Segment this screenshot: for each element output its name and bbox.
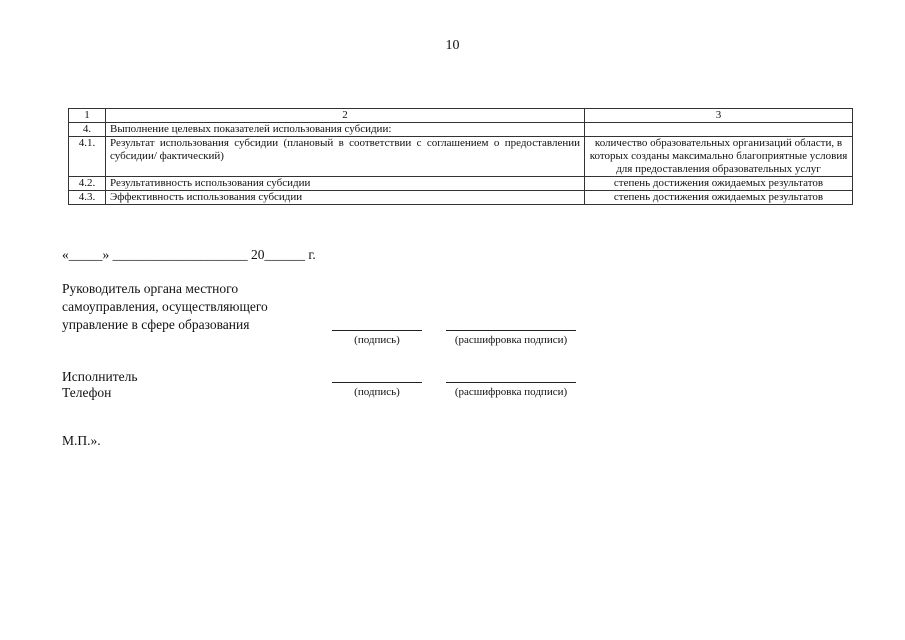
table-row bbox=[69, 177, 853, 191]
head-signature-line bbox=[332, 330, 422, 331]
row-value: количество образовательных организаций области, в которых созданы максимально благоприятные условия для предоставления образовательных услуг bbox=[585, 137, 853, 177]
row-label: Результативность использования субсидии bbox=[106, 177, 585, 191]
table-row bbox=[69, 191, 853, 205]
executor-label: Исполнитель bbox=[62, 369, 138, 384]
head-decoding-caption: (расшифровка подписи) bbox=[454, 334, 568, 346]
header-col-1: 1 bbox=[69, 109, 106, 123]
head-title-line-3: управление в сфере образования bbox=[62, 317, 250, 332]
row-value: степень достижения ожидаемых результатов bbox=[585, 191, 853, 205]
row-number: 4.2. bbox=[69, 177, 106, 191]
executor-signature-line bbox=[332, 382, 422, 383]
row-value: степень достижения ожидаемых результатов bbox=[585, 177, 853, 191]
executor-decoding-line bbox=[446, 382, 576, 383]
table-row bbox=[69, 137, 853, 177]
head-title-line-2: самоуправления, осуществляющего bbox=[62, 299, 268, 314]
row-number: 4.3. bbox=[69, 191, 106, 205]
indicators-table bbox=[68, 108, 853, 205]
row-number: 4.1. bbox=[69, 137, 106, 177]
head-title-line-1: Руководитель органа местного bbox=[62, 281, 239, 296]
page-number: 10 bbox=[445, 38, 460, 53]
row-value bbox=[585, 123, 853, 137]
row-number: 4. bbox=[69, 123, 106, 137]
header-col-2: 2 bbox=[106, 109, 585, 123]
header-col-3: 3 bbox=[585, 109, 853, 123]
row-label: Выполнение целевых показателей использования субсидии: bbox=[106, 123, 585, 137]
seal-note: М.П.». bbox=[62, 433, 101, 448]
table-header-row bbox=[69, 109, 853, 123]
date-line: «_____» ____________________ 20______ г. bbox=[62, 247, 316, 262]
head-signature-caption: (подпись) bbox=[354, 334, 400, 346]
executor-decoding-caption: (расшифровка подписи) bbox=[454, 386, 568, 398]
table-row bbox=[69, 123, 853, 137]
phone-label: Телефон bbox=[62, 385, 112, 400]
head-decoding-line bbox=[446, 330, 576, 331]
executor-signature-caption: (подпись) bbox=[354, 386, 400, 398]
row-label: Эффективность использования субсидии bbox=[106, 191, 585, 205]
row-label: Результат использования субсидии (плановый в соответствии с соглашением о предоставлении субсидии/ фактический) bbox=[106, 137, 585, 177]
